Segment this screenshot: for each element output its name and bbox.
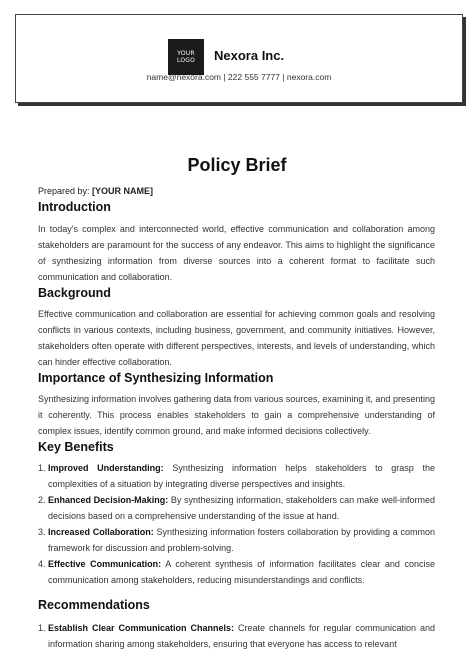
document-body [38,199,435,652]
list-item-label: Effective Communication: [48,559,162,569]
section-heading: Background [38,286,111,300]
contact-line: name@nexora.com | 222 555 7777 | nexora.com [146,72,332,82]
company-name: Nexora Inc. [214,48,285,63]
recommendations-list [38,620,435,652]
list-item-label: Enhanced Decision-Making: [48,495,169,505]
list-item-label: Improved Understanding: [48,463,164,473]
prepared-by-label: Prepared by: [38,186,90,196]
section-recommendations [38,597,435,652]
benefits-list [38,460,435,588]
list-item [48,556,435,588]
list-item-text: Create channels for regular communication and information sharing among stakeholders, ensuring that everyone has access to relevant [48,623,435,649]
list-item-text: A coherent synthesis of information facilitates clear and concise communication among stakeholders, reducing misunderstandings and conflicts. [48,559,436,585]
list-item [48,620,435,652]
section-introduction [38,199,435,285]
list-item [48,492,435,524]
prepared-by-value: [YOUR NAME] [92,186,154,196]
list-item [48,524,435,556]
section-heading: Recommendations [38,598,150,612]
logo-text: YOUR LOGO [176,50,196,64]
section-text: Synthesizing information involves gathering data from various sources, examining it, and presenting it coherently. This process enables stakeholders to gain a comprehensive understanding of complex issues, identify common ground, and make informed decisions collectively. [38,394,435,436]
section-heading: Key Benefits [38,440,114,454]
section-text: In today's complex and interconnected world, effective communication and collaboration among stakeholders are paramount for the success of any endeavor. This aims to highlight the significance of synthesizing information from diverse sources into a coherent format to facilitate such communication and collaboration. [38,224,435,282]
list-item-text: Synthesizing information helps stakeholders to grasp the complexities of a situation by integrating diverse perspectives and insights. [48,463,435,489]
letterhead-card [15,14,463,103]
document-title: Policy Brief [187,155,287,175]
section-key-benefits [38,439,435,588]
section-heading: Importance of Synthesizing Information [38,371,274,385]
list-item-text: By synthesizing information, stakeholders can make well-informed decisions based on a comprehensive understanding of the issue at hand. [48,495,435,521]
section-background [38,285,435,370]
company-logo [168,39,204,75]
list-item-label: Establish Clear Communication Channels: [48,623,234,633]
section-heading: Introduction [38,200,111,214]
prepared-by [38,186,153,196]
list-item-text: Synthesizing information fosters collaboration by providing a common framework for discussion and problem-solving. [48,527,435,553]
list-item-label: Increased Collaboration: [48,527,154,537]
section-text: Effective communication and collaboration are essential for achieving common goals and resolving conflicts in various contexts, including business, government, and community initiatives. However, stakeholders often operate with different perspectives, interests, and levels of understanding, which can hinder effective collaboration. [38,309,435,367]
section-importance [38,370,435,439]
list-item [48,460,435,492]
